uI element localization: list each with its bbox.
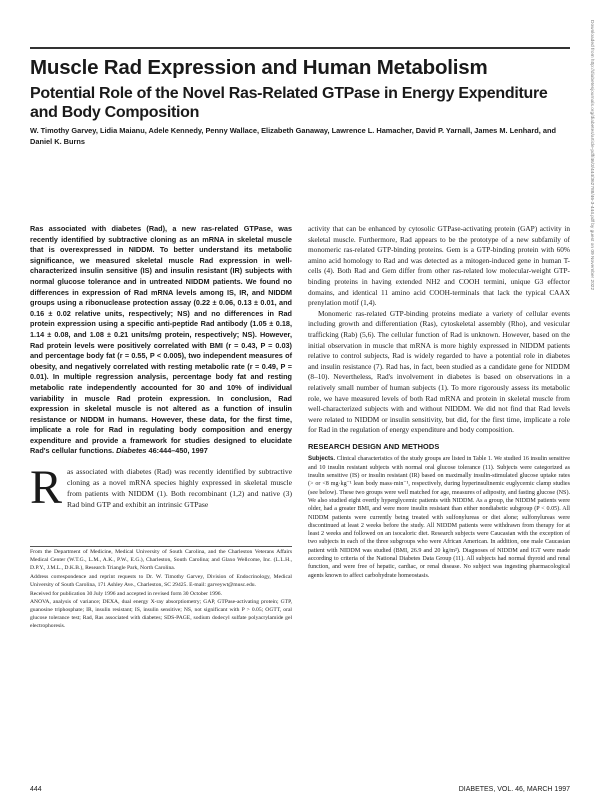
- article-subtitle: Potential Role of the Novel Ras-Related GTPase in Energy Expenditure and Body Composition: [30, 85, 548, 121]
- section-heading-methods: RESEARCH DESIGN AND METHODS: [308, 441, 440, 451]
- footnote-divider: [30, 546, 292, 547]
- author-list: W. Timothy Garvey, Lidia Maianu, Adele Kennedy, Penny Wallace, Elizabeth Ganaway, Lawrence L. Hamacher, David P. Yarnall, James M. Lenhard, and Daniel K. Burns: [30, 126, 557, 146]
- methods-subjects-label: Subjects.: [308, 455, 336, 463]
- footnote-received: Received for publication 30 July 1996 and accepted in revised form 30 October 1996.: [30, 590, 222, 597]
- methods-subjects-paragraph: [308, 455, 570, 579]
- journal-info: DIABETES, VOL. 46, MARCH 1997: [458, 786, 570, 793]
- abstract-citation-details: 46:444–450, 1997: [146, 446, 208, 456]
- introduction-paragraph: [30, 461, 292, 514]
- page-number: 444: [30, 786, 42, 793]
- top-rule: [30, 47, 570, 49]
- page-footer: [30, 786, 570, 798]
- right-paragraph-2: Monomeric ras-related GTP-binding proteins mediate a variety of cellular events including growth and differentiation (Ras), cytoskeletal assembly (Rho), and vesicular trafficking (Rab) (5,6). The cellular function of Rad is unknown. However, based on the initial observation in muscle that mRNA is more highly expressed in NIDDM patients relative to control subjects, Rad is widely regarded to have a potential role in diabetes and insulin resistance (7). Rad has, in fact, been studied as a candidate gene for NIDDM (8–10). Nevertheless, Rad's involvement in diabetes is based on observations in a relatively small number of human subjects (1). To more rigorously assess its metabolic role, we have measured levels of both Rad mRNA and protein in skeletal muscle from well-characterized subjects with and without NIDDM. We did not find that Rad levels were related to NIDDM or insulin sensitivity, but did, for the first time, implicate a role for Rad in the regulation of energy expenditure and body composition.: [308, 308, 570, 435]
- footnote-correspondence: Address correspondence and reprint requests to Dr. W. Timothy Garvey, Division of Endocrinology, Medical University of South Carolina, 171 Ashley Ave., Charleston, SC 29425. E-mail: garveywt@musc.edu.: [30, 573, 292, 588]
- article-title: Muscle Rad Expression and Human Metabolism: [30, 56, 488, 79]
- download-watermark: [586, 20, 596, 580]
- drop-cap: R: [30, 461, 63, 514]
- footnote-affiliation: From the Department of Medicine, Medical University of South Carolina, and the Charleston Veterans Affairs Medical Center (W.T.G., L.M., A.K., P.W., E.G.), Charleston, South Carolina; and Glaxo Wellcome, Inc. (L.L.H., D.P.Y., J.M.L., D.K.B.), Research Triangle Park, North Carolina.: [30, 549, 292, 571]
- abstract-body: Ras associated with diabetes (Rad), a new ras-related GTPase, was recently identified by subtractive cloning as an mRNA in skeletal muscle that is overexpressed in NIDDM. To better understand its metabolic significance, we measured skeletal muscle Rad expression in well-characterized insulin sensitive (IS) and insulin resistant (IR) subjects with normal glucose tolerance and in untreated NIDDM patients. We found no differences in expression of Rad mRNA levels among IS, IR, and NIDDM groups using a ribonuclease protection assay (0.22 ± 0.06, 0.13 ± 0.01, and 0.16 ± 0.02 relative units, respectively; NS) and no differences in Rad protein expression using a specific anti-peptide Rad antibody (1.05 ± 0.18, 1.14 ± 0.08, and 1.08 ± 0.21 units/mg protein, respectively; NS). However, Rad protein levels were positively correlated with BMI (r = 0.43, P = 0.03) and percentage body fat (r = 0.55, P < 0.005), two independent measures of obesity, and negatively correlated with resting metabolic rate (r = 0.49, P = 0.01). In multiple regression analysis, percentage body fat and resting metabolic rate independently accounted for 30 and 10% of individual variability in muscle Rad protein expression. In conclusion, Rad expression in skeletal muscle is not altered as a function of insulin resistance or NIDDM in humans. However, these data, for the first time, implicate a role for Rad in regulating body composition and energy expenditure and provide a framework for studies designed to elucidate Rad's cellular functions.: [30, 224, 292, 456]
- right-column: [308, 224, 570, 580]
- download-watermark-text: Downloaded from http://diabetesjournals.org/diabetes/article-pdf/46/3/444/362788/46-3-444.pdf by guest on 09 November 2022: [589, 20, 594, 291]
- footnotes: [30, 549, 292, 632]
- methods-subjects-text: Clinical characteristics of the study groups are listed in Table 1. We studied 16 insulin sensitive and 10 insulin resistant subjects with normal oral glucose tolerance (11). Subjects were categorized as insulin sensitive (IS) or insulin resistant (IR) based on maximally insulin-stimulated glucose uptake rates (> or <8 mg·kg⁻¹ lean body mass·min⁻¹, respectively, during hyperinsulinemic euglycemic clamp studies (see below). These two groups were well matched for age, measures of adiposity, and fasting glucose (NS). We also studied eight overtly hyperglycemic patients with NIDDM. As a group, the NIDDM patients were older, had a greater BMI, and were more insulin resistant than either nondiabetic subgroup (P < 0.05). All NIDDM patients were currently being treated with sulfonylureas or diet alone; sulfonylureas were discontinued at least 2 weeks before the study. All NIDDM patients were withdrawn from therapy for at least 2 weeks and followed on an isocaloric diet. Research subjects were Caucasian with the exception of two subjects in each of the three subgroups who were African American. In addition, one male Caucasian patient with NIDDM was studied (BMI, 26.9 and 20 kg/m²). Diagnoses of NIDDM and IGT were made according to criteria of the National Diabetes Data Group (11). All subjects had normal thyroid and renal function, and were free of hepatic, cardiac, or renal disease. No subject was ingesting pharmacological agents known to affect carbohydrate homeostasis.: [308, 456, 570, 579]
- abstract-citation-journal: Diabetes: [116, 446, 147, 456]
- footnote-abbreviations: ANOVA, analysis of variance; DEXA, dual energy X-ray absorptiometry; GAP, GTPase-activating protein; GTP, guanosine triphosphate; IR, insulin resistant; IS, insulin sensitive; NS, not significant with P > 0.05; OGTT, oral glucose tolerance test; Rad, Ras associated with diabetes; SDS-PAGE, sodium dodecyl sulfate polyacrylamide gel electrophoresis.: [30, 599, 292, 630]
- introduction-text: as associated with diabetes (Rad) was recently identified by subtractive cloning as a novel mRNA species highly expressed in skeletal muscle from patients with NIDDM (1). Both recombinant (1,2) and native (3) Rad bind GTP and exhibit an intrinsic GTPase: [67, 467, 292, 510]
- right-paragraph-1: activity that can be enhanced by cytosolic GTPase-activating protein (GAP) activity in skeletal muscle. Furthermore, Rad appears to be the prototype of a new subfamily of monomeric ras-related GTP-binding proteins. Gem is a GTP-binding protein with 60% amino acid homology to Rad and was detected as a mitogen-induced gene in human T-cells (4). Both Rad and Gem differ from other ras-related low molecular-weight GTP-binding proteins in having extended NH2 and COOH termini, unique G3 effector domains, and identical 11 amino acid COOH-terminals that lack the typical CAAX prenylation motif (1,4).: [308, 224, 570, 308]
- abstract: [30, 224, 292, 457]
